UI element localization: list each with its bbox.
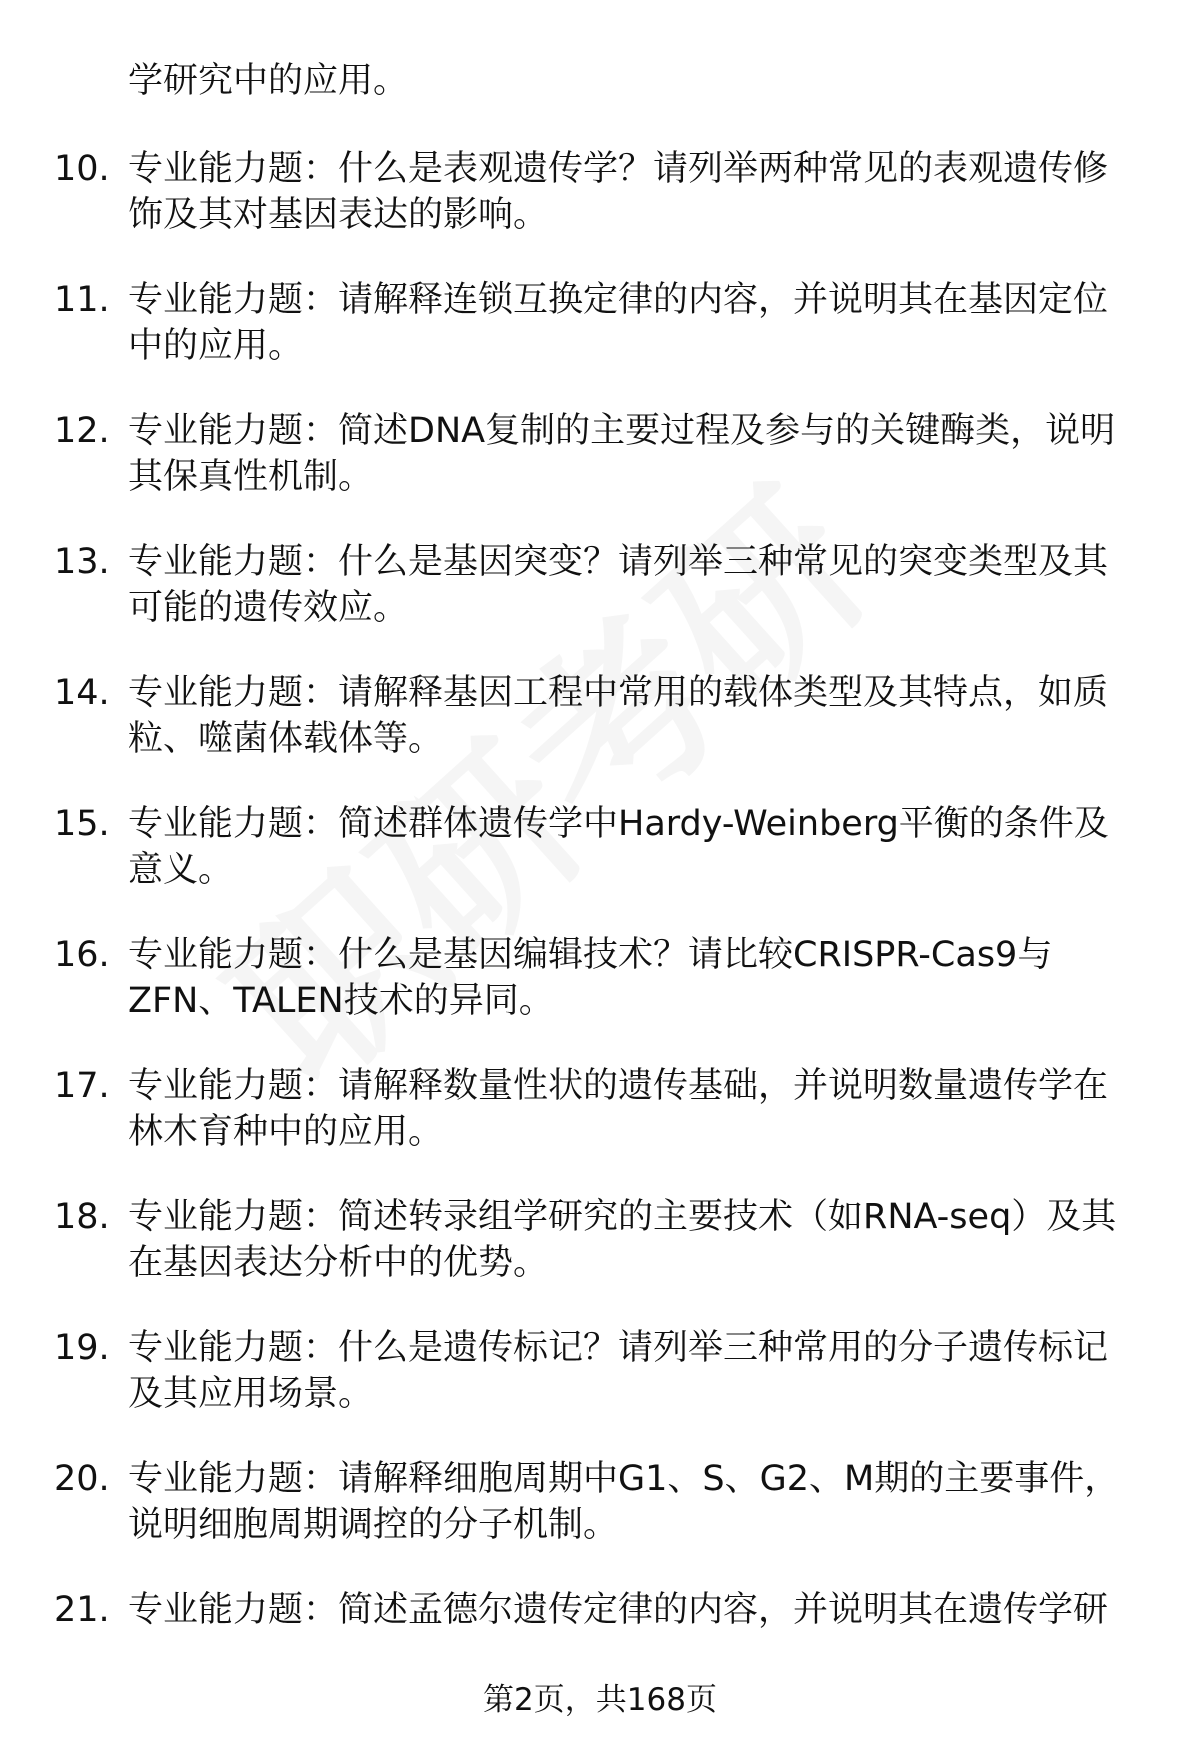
question-item — [0, 1325, 1200, 1417]
question-number: 18. — [54, 1197, 110, 1237]
question-item — [0, 670, 1200, 762]
question-line: 及其应用场景。 — [128, 1374, 374, 1414]
question-number: 14. — [54, 673, 110, 713]
question-number: 19. — [54, 1328, 110, 1368]
question-text — [128, 1587, 1148, 1633]
question-item — [0, 801, 1200, 893]
question-text — [128, 1325, 1148, 1417]
question-line: 说明细胞周期调控的分子机制。 — [128, 1505, 619, 1545]
question-number: 11. — [54, 280, 110, 320]
question-line: 专业能力题：什么是表观遗传学？请列举两种常见的表观遗传修 — [128, 149, 1109, 189]
question-item — [0, 1587, 1200, 1679]
question-line: 专业能力题：什么是遗传标记？请列举三种常用的分子遗传标记 — [128, 1328, 1109, 1368]
question-line: 专业能力题：什么是基因突变？请列举三种常见的突变类型及其 — [128, 542, 1109, 582]
page-footer: 第2页，共168页 — [483, 1682, 717, 1718]
question-line: 其保真性机制。 — [128, 457, 374, 497]
question-line: 专业能力题：什么是基因编辑技术？请比较CRISPR-Cas9与 — [128, 935, 1053, 975]
question-text — [128, 408, 1148, 500]
question-line: 饰及其对基因表达的影响。 — [128, 195, 549, 235]
question-line: 专业能力题：简述孟德尔遗传定律的内容，并说明其在遗传学研 — [128, 1590, 1109, 1630]
question-line: 专业能力题：请解释数量性状的遗传基础，并说明数量遗传学在 — [128, 1066, 1109, 1106]
question-text — [128, 801, 1148, 893]
question-number: 13. — [54, 542, 110, 582]
question-line: 专业能力题：请解释细胞周期中G1、S、G2、M期的主要事件， — [128, 1459, 1120, 1499]
question-line: 专业能力题：简述群体遗传学中Hardy-Weinberg平衡的条件及 — [128, 804, 1109, 844]
question-line: 专业能力题：请解释基因工程中常用的载体类型及其特点，如质 — [128, 673, 1109, 713]
question-text — [128, 1063, 1148, 1155]
question-line: 林木育种中的应用。 — [128, 1112, 444, 1152]
question-item — [0, 277, 1200, 369]
question-item — [0, 539, 1200, 631]
question-text — [128, 932, 1148, 1024]
question-line: 中的应用。 — [128, 326, 304, 366]
question-text — [128, 146, 1148, 238]
question-line: 专业能力题：请解释连锁互换定律的内容，并说明其在基因定位 — [128, 280, 1109, 320]
question-number: 12. — [54, 411, 110, 451]
question-item — [0, 408, 1200, 500]
question-number: 17. — [54, 1066, 110, 1106]
question-item — [0, 932, 1200, 1024]
question-line: 意义。 — [128, 850, 234, 890]
question-item — [0, 1063, 1200, 1155]
question-number: 16. — [54, 935, 110, 975]
question-number: 20. — [54, 1459, 110, 1499]
question-text — [128, 277, 1148, 369]
question-line: 粒、噬菌体载体等。 — [128, 719, 444, 759]
question-number: 10. — [54, 149, 110, 189]
question-list — [0, 146, 1200, 1718]
question-item — [0, 146, 1200, 238]
question-number: 15. — [54, 804, 110, 844]
question-number: 21. — [54, 1590, 110, 1630]
question-text — [128, 1456, 1148, 1548]
question-text — [128, 1194, 1148, 1286]
question-line: 专业能力题：简述DNA复制的主要过程及参与的关键酶类，说明 — [128, 411, 1116, 451]
question-line: 在基因表达分析中的优势。 — [128, 1243, 549, 1283]
question-item — [0, 1456, 1200, 1548]
question-text — [128, 670, 1148, 762]
question-line: 专业能力题：简述转录组学研究的主要技术（如RNA-seq）及其 — [128, 1197, 1117, 1237]
question-line: ZFN、TALEN技术的异同。 — [128, 981, 554, 1021]
question-line: 可能的遗传效应。 — [128, 588, 409, 628]
question-item — [0, 1194, 1200, 1286]
question-text — [128, 539, 1148, 631]
continued-text: 学研究中的应用。 — [128, 61, 409, 101]
